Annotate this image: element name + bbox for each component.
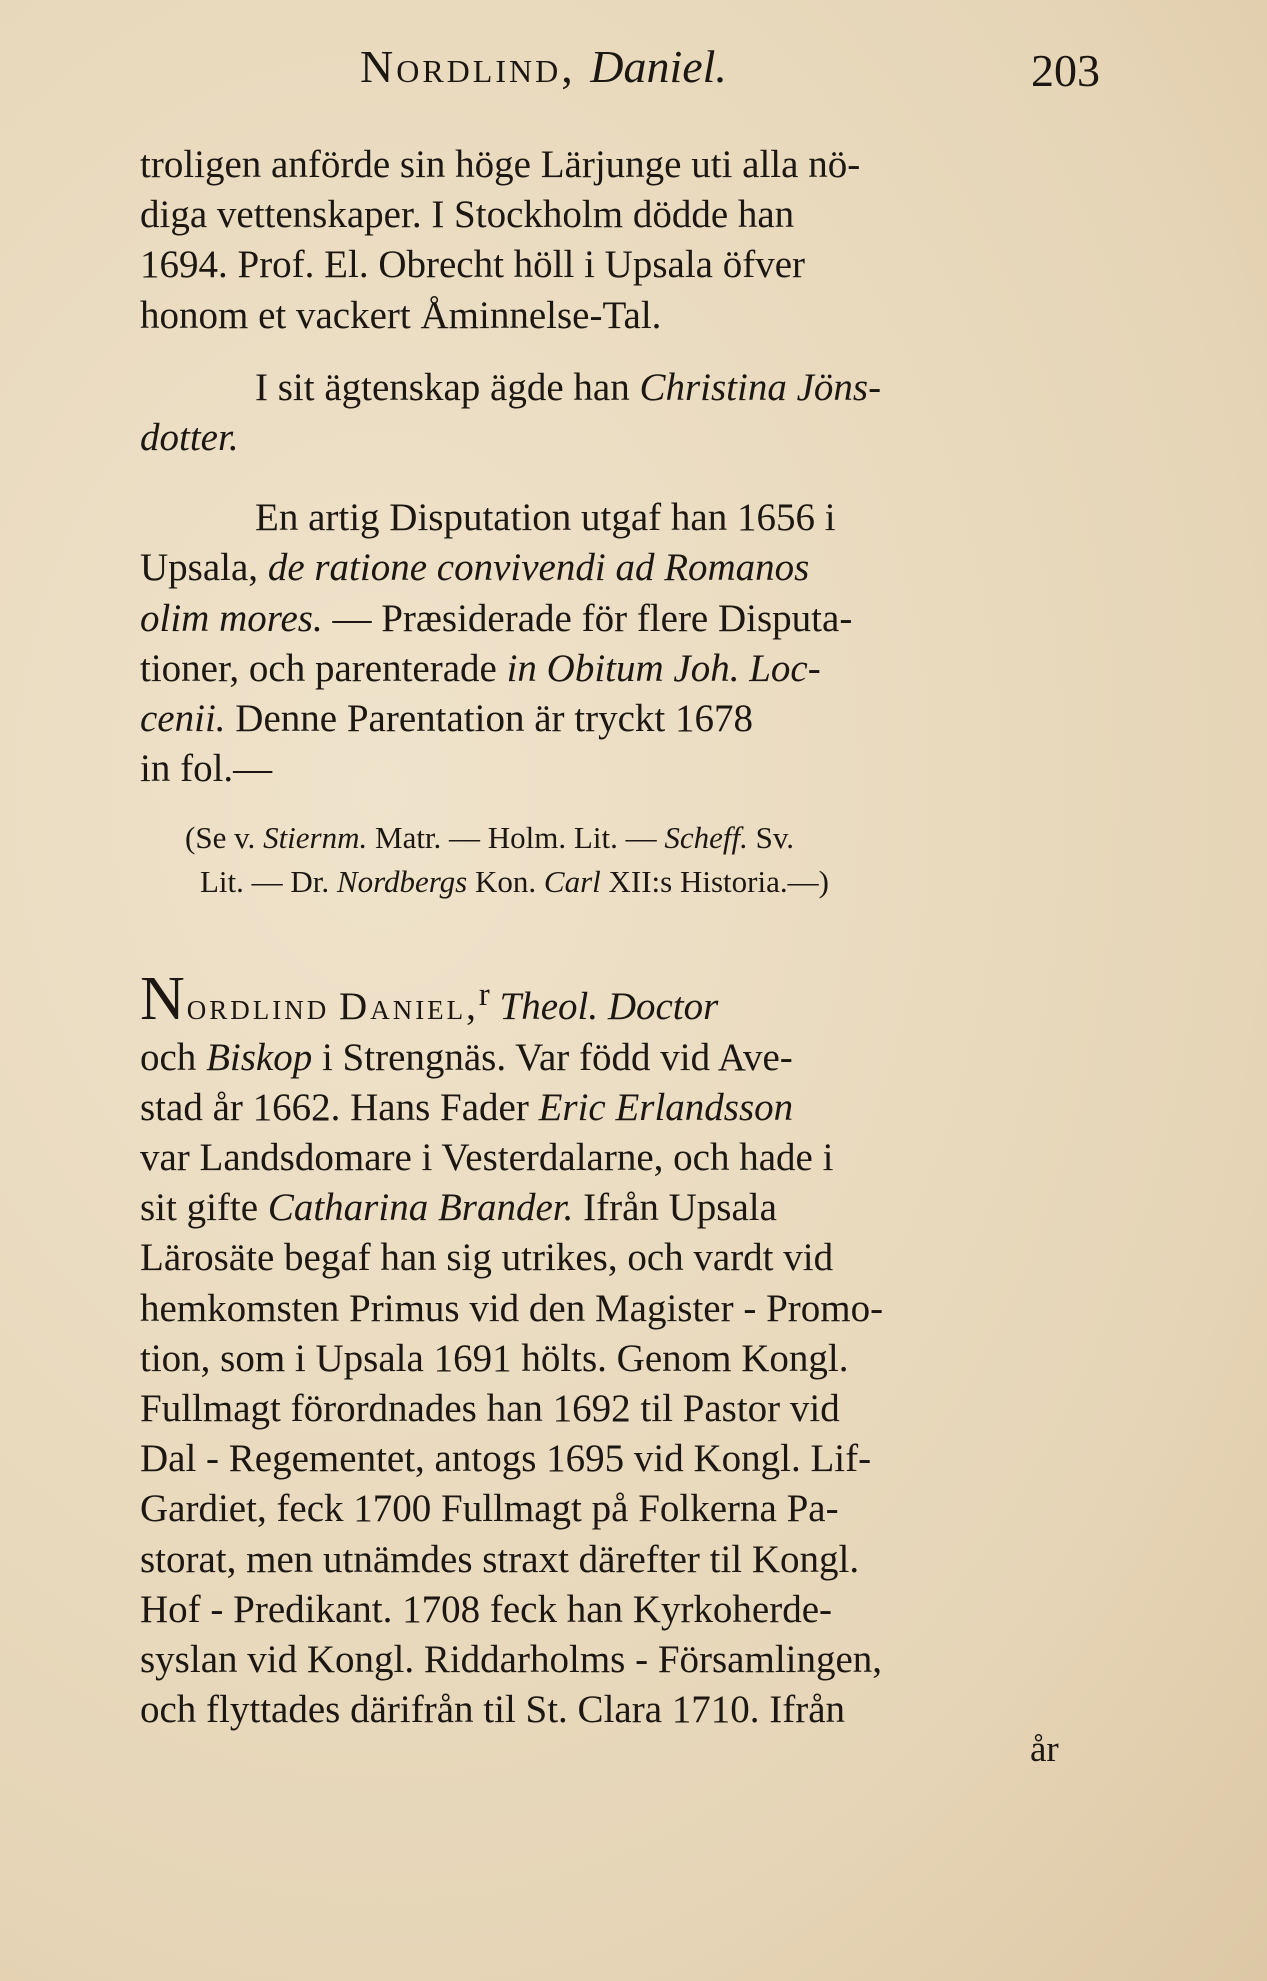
page-number: 203 bbox=[1031, 45, 1100, 96]
paragraph-works bbox=[140, 493, 1100, 794]
text-line: I sit ägtenskap ägde han Christina Jöns- bbox=[255, 365, 882, 409]
text-line: tioner, och parenterade in Obitum Joh. Loc- bbox=[140, 646, 821, 690]
text-line: Dal - Regementet, antogs 1695 vid Kongl. Lif- bbox=[140, 1437, 872, 1481]
text-line: En artig Disputation utgaf han 1656 i bbox=[255, 496, 836, 540]
running-head-surname: Nordlind, bbox=[360, 41, 576, 92]
text-line: stad år 1662. Hans Fader Eric Erlandsson bbox=[140, 1085, 794, 1129]
text-line: tion, som i Upsala 1691 hölts. Genom Kongl. bbox=[140, 1336, 849, 1380]
text-line: syslan vid Kongl. Riddarholms - Församlingen, bbox=[140, 1638, 883, 1682]
text-line: Upsala, de ratione convivendi ad Romanos bbox=[140, 546, 810, 590]
entry-heading: Nordlind Daniel,$^r$ Theol. Doctor bbox=[140, 965, 719, 1034]
text-line: in fol.— bbox=[140, 747, 273, 791]
source-note bbox=[140, 816, 1100, 904]
spouse-name: Christina Jöns- bbox=[639, 365, 882, 409]
text-line: Fullmagt förordnades han 1692 til Pastor vid bbox=[140, 1387, 840, 1431]
text-line: sit gifte Catharina Brander. Ifrån Upsala bbox=[140, 1186, 777, 1230]
running-head bbox=[360, 40, 727, 93]
text-line: och flyttades därifrån til St. Clara 1710. Ifrån bbox=[140, 1688, 846, 1732]
text-line: olim mores. — Præsiderade för flere Disputa- bbox=[140, 596, 853, 640]
running-head-forename: Daniel. bbox=[590, 41, 727, 92]
biography-entry bbox=[140, 965, 1100, 1735]
text-line: 1694. Prof. El. Obrecht höll i Upsala öfver bbox=[140, 243, 806, 287]
paragraph-marriage bbox=[140, 363, 1100, 463]
text-line: Lärosäte begaf han sig utrikes, och vardt vid bbox=[140, 1236, 834, 1280]
text-line: cenii. Denne Parentation är tryckt 1678 bbox=[140, 697, 753, 741]
entry-title: Theol. Doctor bbox=[499, 985, 719, 1029]
paragraph-continuation bbox=[140, 140, 1100, 341]
work-title: de ratione convivendi ad Romanos bbox=[267, 546, 810, 590]
text-line: troligen anförde sin höge Lärjunge uti alla nö- bbox=[140, 143, 861, 186]
text-line: och Biskop i Strengnäs. Var född vid Ave- bbox=[140, 1035, 793, 1079]
note-line: (Se v. Stiernm. Matr. — Holm. Lit. — Scheff. Sv. bbox=[185, 820, 795, 856]
text-line: Gardiet, feck 1700 Fullmagt på Folkerna Pa- bbox=[140, 1487, 839, 1531]
page-body bbox=[140, 140, 1100, 1735]
text-line: Hof - Predikant. 1708 feck han Kyrkoherde- bbox=[140, 1587, 833, 1631]
text-line: honom et vackert Åminnelse-Tal. bbox=[140, 293, 662, 337]
text-line: dotter. bbox=[140, 416, 239, 460]
page-header bbox=[140, 40, 1120, 110]
text-line: storat, men utnämdes straxt därefter til Kongl. bbox=[140, 1537, 860, 1581]
text-line: hemkomsten Primus vid den Magister - Promo- bbox=[140, 1286, 884, 1330]
text-line: var Landsdomare i Vesterdalarne, och hade i bbox=[140, 1136, 834, 1180]
text-line: diga vettenskaper. I Stockholm dödde han bbox=[140, 193, 795, 237]
catchword: år bbox=[1030, 1729, 1059, 1770]
note-line: Lit. — Dr. Nordbergs Kon. Carl XII:s Historia.—) bbox=[200, 864, 829, 900]
